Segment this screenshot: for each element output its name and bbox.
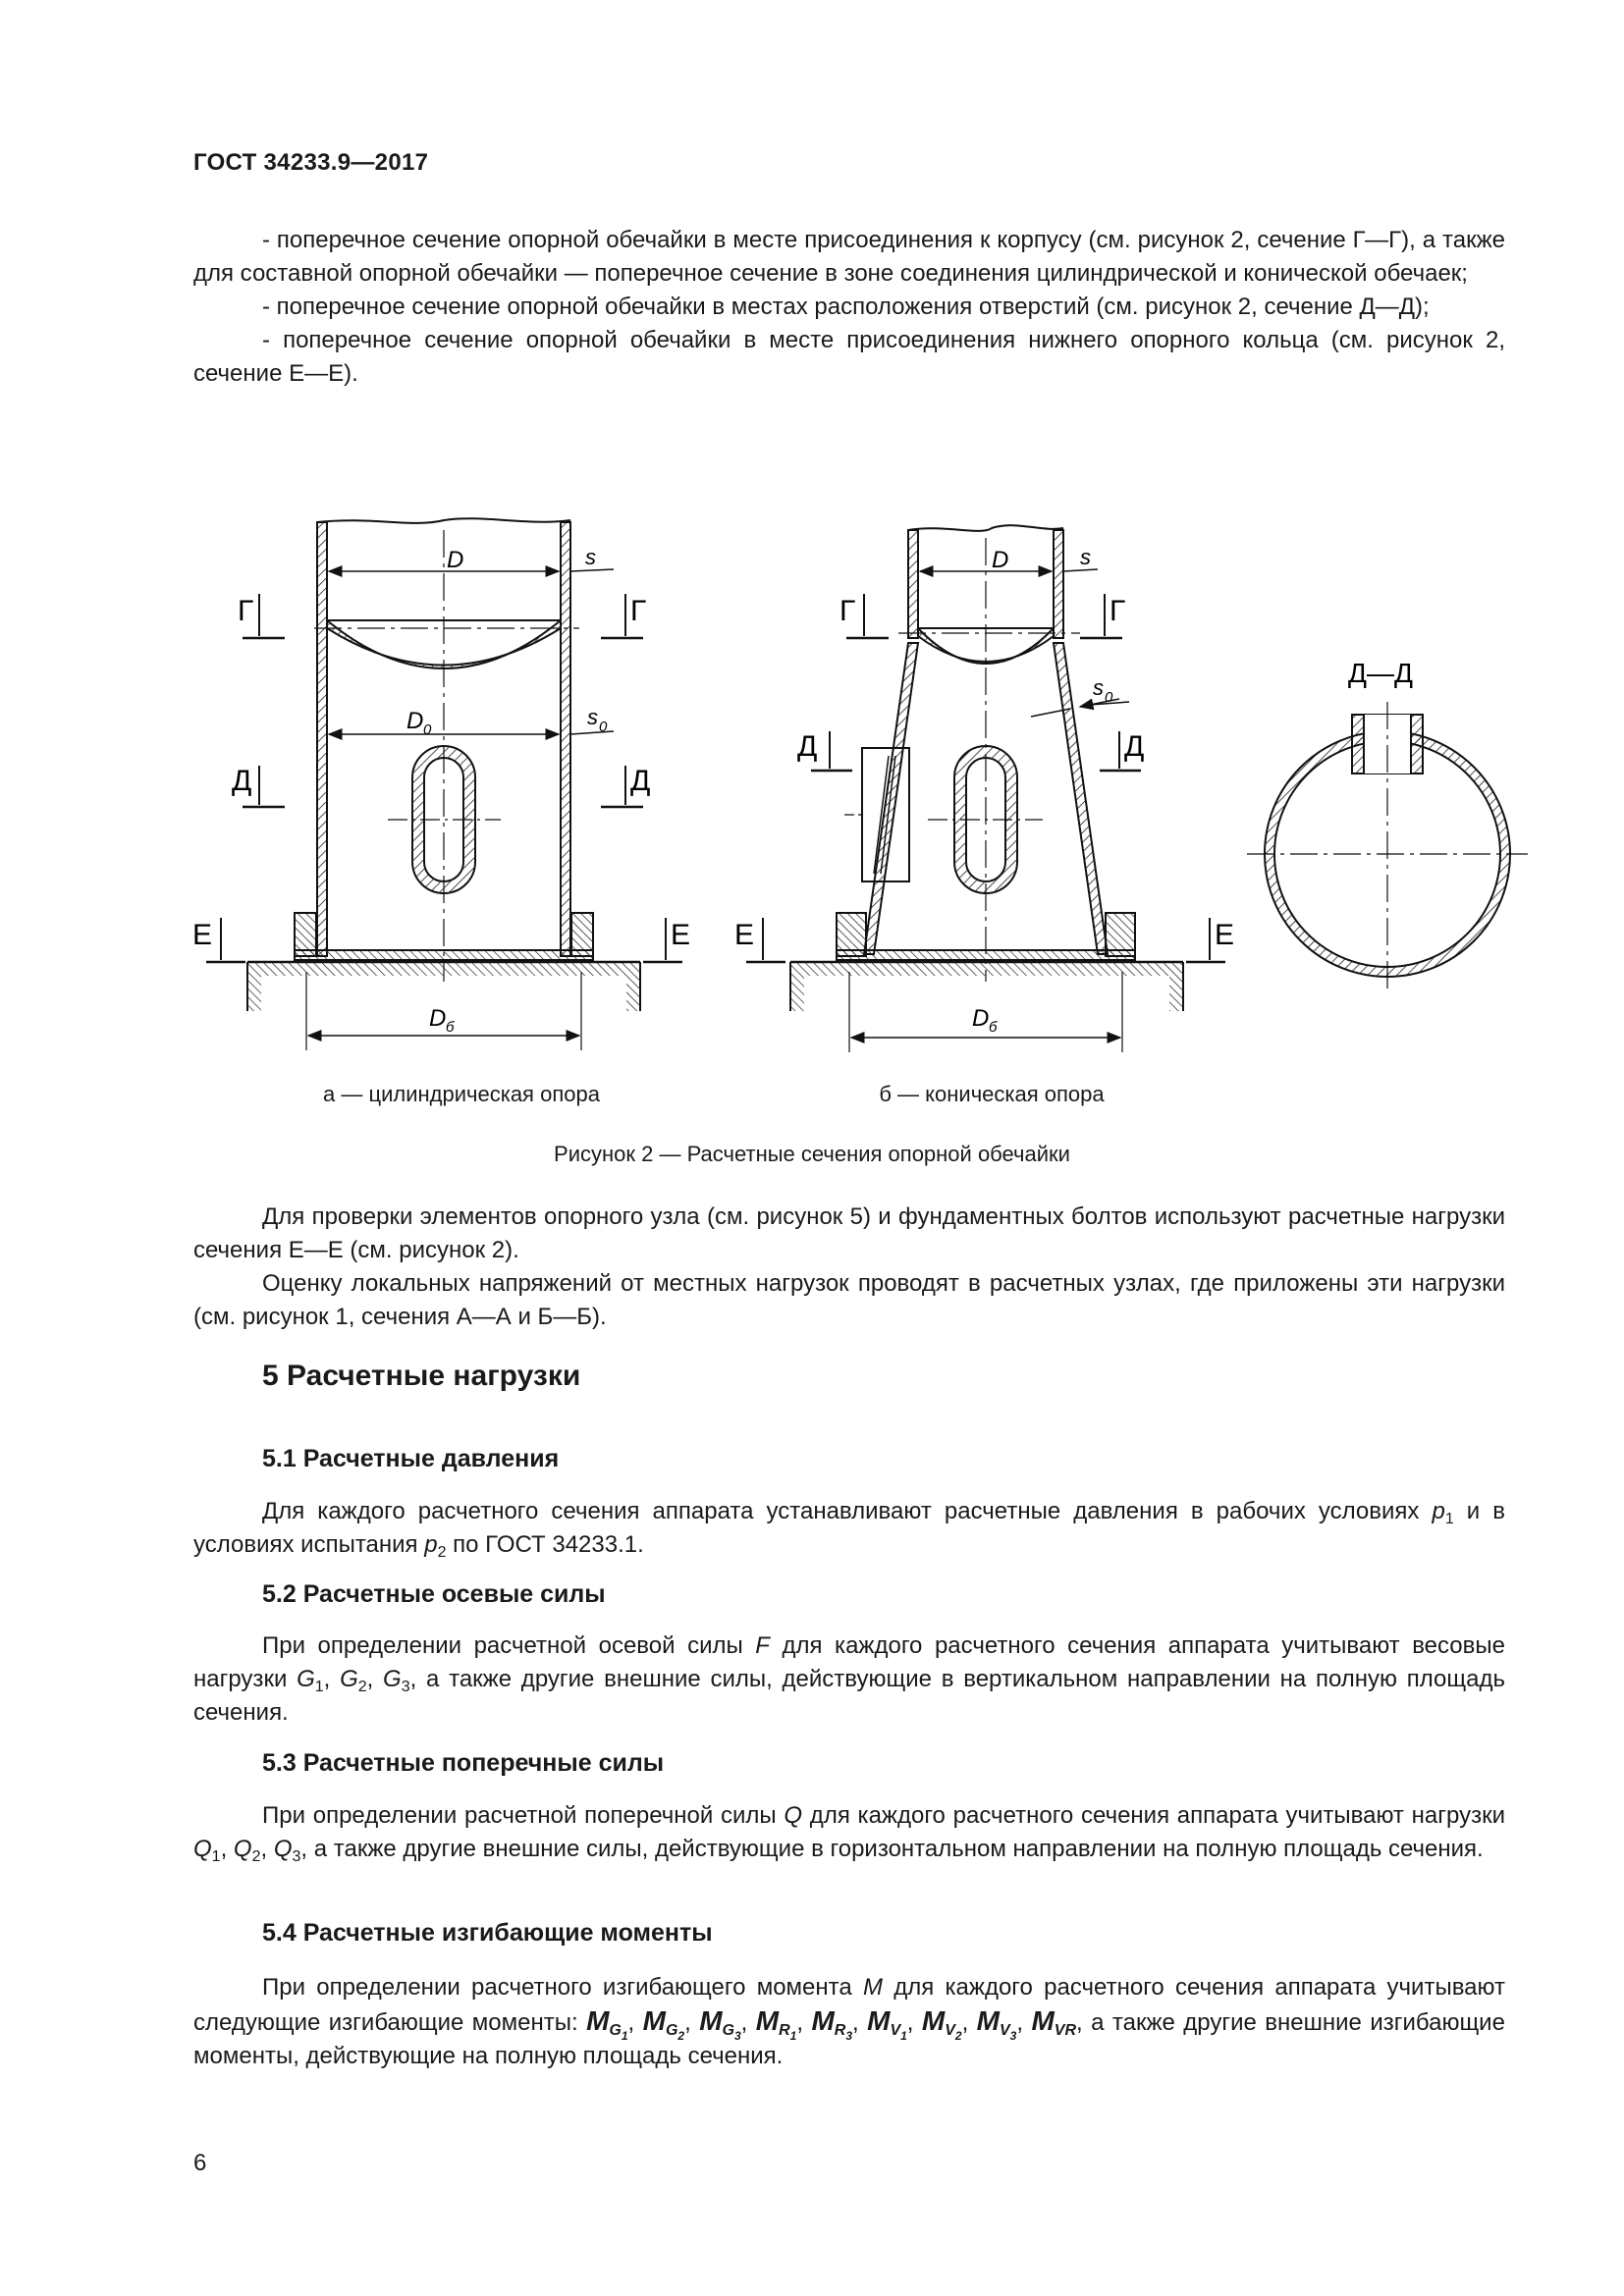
moment-subsubscript: 1 bbox=[621, 2029, 628, 2043]
intro-item: - поперечное сечение опорной обечайки в месте присоединения к корпусу (см. рисунок 2, сечение Г—Г), а также для составной опорной обечайки — поперечное сечение в зоне соединения цилиндрической и конической обечаек; bbox=[193, 227, 1505, 287]
label-D: D bbox=[447, 547, 464, 573]
caption-a: а — цилиндрическая опора bbox=[323, 1082, 600, 1106]
label-G-right: Г bbox=[630, 595, 647, 627]
label-E-b-right: Е bbox=[1215, 919, 1235, 951]
intro-item: - поперечное сечение опорной обечайки в месте присоединения нижнего опорного кольца (см. рисунок 2, сечение Е—Е). bbox=[193, 327, 1505, 387]
moment-symbol bbox=[811, 2005, 853, 2043]
label-Dd-left: Д bbox=[232, 765, 252, 797]
symbol-p: p bbox=[1432, 1498, 1445, 1524]
separator: , bbox=[260, 1836, 274, 1862]
separator: , bbox=[627, 2009, 643, 2036]
moment-subscript: V2 bbox=[945, 2022, 962, 2043]
conical-support-drawing bbox=[746, 525, 1225, 1052]
section-dd-drawing bbox=[1247, 702, 1528, 991]
section-5-4-heading: 5.4 Расчетные изгибающие моменты bbox=[262, 1919, 713, 1947]
moment-subscript: VR bbox=[1054, 2022, 1077, 2039]
moment-subscript: V3 bbox=[1000, 2022, 1017, 2043]
label-D0-sub: 0 bbox=[423, 721, 432, 738]
moment-symbol bbox=[699, 2005, 741, 2043]
moment-letter: M bbox=[921, 2005, 946, 2036]
separator: , bbox=[220, 1836, 234, 1862]
section-5-1-text bbox=[193, 1495, 1505, 1562]
section-5-2-heading: 5.2 Расчетные осевые силы bbox=[262, 1580, 606, 1608]
section-dd-title: Д—Д bbox=[1348, 658, 1413, 688]
separator: , bbox=[961, 2009, 977, 2036]
label-D0: D bbox=[406, 708, 424, 734]
moment-subscript: V1 bbox=[890, 2022, 907, 2043]
figure-caption: Рисунок 2 — Расчетные сечения опорной обечайки bbox=[554, 1142, 1070, 1166]
separator: , bbox=[1016, 2009, 1032, 2036]
moment-subscript: R3 bbox=[834, 2022, 853, 2043]
moment-symbol bbox=[976, 2005, 1017, 2043]
label-E-b-left: Е bbox=[734, 919, 755, 951]
separator: , bbox=[852, 2009, 868, 2036]
separator: , bbox=[366, 1666, 384, 1692]
figure-2-drawing bbox=[0, 491, 1624, 1080]
subscript: 1 bbox=[211, 1848, 221, 1865]
symbol-Q: Q bbox=[784, 1802, 803, 1829]
intro-item: - поперечное сечение опорной обечайки в местах расположения отверстий (см. рисунок 2, сечение Д—Д); bbox=[262, 294, 1430, 320]
separator: , bbox=[740, 2009, 756, 2036]
symbol-G: G bbox=[297, 1666, 315, 1692]
section-5-3-heading: 5.3 Расчетные поперечные силы bbox=[262, 1749, 665, 1777]
paragraph: Оценку локальных напряжений от местных нагрузок проводят в расчетных узлах, где приложены эти нагрузки (см. рисунок 1, сечения А—А и Б—Б). bbox=[193, 1270, 1505, 1330]
section-5-3-text bbox=[193, 1799, 1505, 1866]
moment-letter: M bbox=[811, 2005, 835, 2036]
subscript: 2 bbox=[251, 1848, 261, 1865]
subscript: 2 bbox=[437, 1544, 447, 1561]
label-Dd-b-left: Д bbox=[797, 730, 818, 763]
moment-subsubscript: 3 bbox=[845, 2029, 853, 2043]
moment-subsubscript: 2 bbox=[954, 2029, 962, 2043]
text: для каждого расчетного сечения аппарата учитывают весовые нагрузки bbox=[193, 1632, 1505, 1692]
separator: , bbox=[323, 1666, 341, 1692]
symbol-p: p bbox=[424, 1531, 438, 1558]
label-Db: D bbox=[429, 1005, 447, 1032]
label-s0-b-sub: 0 bbox=[1105, 689, 1113, 706]
symbol-M: M bbox=[862, 1974, 883, 2001]
label-s0: s bbox=[587, 705, 598, 729]
separator: , bbox=[906, 2009, 922, 2036]
text: по ГОСТ 34233.1. bbox=[446, 1531, 644, 1558]
label-Db-b: D bbox=[972, 1005, 990, 1032]
subscript: 1 bbox=[314, 1679, 324, 1695]
section-5-2-text bbox=[193, 1629, 1505, 1730]
label-G-b-left: Г bbox=[839, 595, 856, 627]
label-D-b: D bbox=[992, 547, 1009, 573]
text: , а также другие внешние силы, действующие в горизонтальном направлении на полную площадь сечения. bbox=[300, 1836, 1484, 1862]
moment-subscript: G1 bbox=[609, 2022, 628, 2043]
text: При определении расчетного изгибающего момента bbox=[262, 1974, 863, 2001]
moment-symbol bbox=[1031, 2005, 1077, 2039]
moment-letter: M bbox=[699, 2005, 723, 2036]
text: для каждого расчетного сечения аппарата учитывают нагрузки bbox=[802, 1802, 1505, 1829]
symbol-Q: Q bbox=[193, 1836, 212, 1862]
text: При определении расчетной поперечной силы bbox=[262, 1802, 785, 1829]
text: и в условиях испытания bbox=[193, 1498, 1506, 1558]
para-block bbox=[193, 1201, 1505, 1334]
section-5-1-heading: 5.1 Расчетные давления bbox=[262, 1445, 560, 1472]
page-number: 6 bbox=[193, 2150, 207, 2176]
moment-letter: M bbox=[976, 2005, 1000, 2036]
moment-subsubscript: 1 bbox=[900, 2029, 907, 2043]
label-Dd-b-right: Д bbox=[1124, 730, 1145, 763]
moment-letter: M bbox=[755, 2005, 780, 2036]
symbol-Q: Q bbox=[273, 1836, 293, 1862]
moment-letter: M bbox=[586, 2005, 610, 2036]
subscript: 3 bbox=[401, 1679, 410, 1695]
moment-subsubscript: 1 bbox=[789, 2029, 797, 2043]
symbol-Q: Q bbox=[233, 1836, 252, 1862]
moment-symbol bbox=[755, 2005, 797, 2043]
label-Db-b-sub: б bbox=[989, 1019, 998, 1036]
text: Для каждого расчетного сечения аппарата устанавливают расчетные давления в рабочих условиях bbox=[262, 1498, 1433, 1524]
label-E-right: Е bbox=[671, 919, 691, 951]
moments-list bbox=[586, 2005, 1077, 2043]
subscript: 2 bbox=[357, 1679, 367, 1695]
moment-subscript: R1 bbox=[779, 2022, 797, 2043]
text: для каждого расчетного сечения аппарата учитывают следующие изгибающие моменты: bbox=[193, 1974, 1505, 2036]
symbol-F: F bbox=[755, 1632, 770, 1659]
moment-letter: M bbox=[1031, 2005, 1055, 2036]
section-5-4-text bbox=[193, 1971, 1505, 2073]
moment-symbol bbox=[921, 2005, 962, 2043]
symbol-G: G bbox=[383, 1666, 402, 1692]
separator: , bbox=[684, 2009, 700, 2036]
moment-subsubscript: 3 bbox=[733, 2029, 741, 2043]
moment-subscript: G2 bbox=[665, 2022, 685, 2043]
moment-letter: M bbox=[642, 2005, 666, 2036]
cylindrical-support-drawing bbox=[206, 518, 682, 1050]
text: При определении расчетной осевой силы bbox=[262, 1632, 756, 1659]
moment-subscript: G3 bbox=[722, 2022, 741, 2043]
label-s0-b: s bbox=[1093, 675, 1104, 700]
moment-symbol bbox=[586, 2005, 628, 2043]
section-5-heading: 5 Расчетные нагрузки bbox=[262, 1360, 581, 1392]
text: , а также другие внешние силы, действующие в вертикальном направлении на полную площадь сечения. bbox=[193, 1666, 1505, 1726]
label-G-left: Г bbox=[238, 595, 254, 627]
label-E-left: Е bbox=[192, 919, 213, 951]
label-s0-sub: 0 bbox=[599, 719, 608, 735]
label-G-b-right: Г bbox=[1110, 595, 1126, 627]
caption-b: б — коническая опора bbox=[879, 1082, 1105, 1106]
label-s: s bbox=[585, 545, 596, 569]
moment-letter: M bbox=[867, 2005, 891, 2036]
subscript: 3 bbox=[292, 1848, 301, 1865]
paragraph: Для проверки элементов опорного узла (см. рисунок 5) и фундаментных болтов используют расчетные нагрузки сечения Е—Е (см. рисунок 2). bbox=[193, 1203, 1505, 1263]
moment-symbol bbox=[867, 2005, 907, 2043]
subscript: 1 bbox=[1444, 1511, 1454, 1527]
text: , а также другие внешние изгибающие моменты, действующие на полную площадь сечения. bbox=[193, 2009, 1505, 2069]
moment-subsubscript: 2 bbox=[677, 2029, 685, 2043]
moment-subsubscript: 3 bbox=[1009, 2029, 1017, 2043]
moment-symbol bbox=[642, 2005, 685, 2043]
label-Dd-right: Д bbox=[630, 765, 651, 797]
page-header: ГОСТ 34233.9—2017 bbox=[193, 149, 429, 176]
intro-list bbox=[193, 224, 1505, 391]
symbol-G: G bbox=[340, 1666, 358, 1692]
label-s-b: s bbox=[1080, 545, 1091, 569]
separator: , bbox=[796, 2009, 812, 2036]
label-Db-sub: б bbox=[446, 1019, 455, 1036]
